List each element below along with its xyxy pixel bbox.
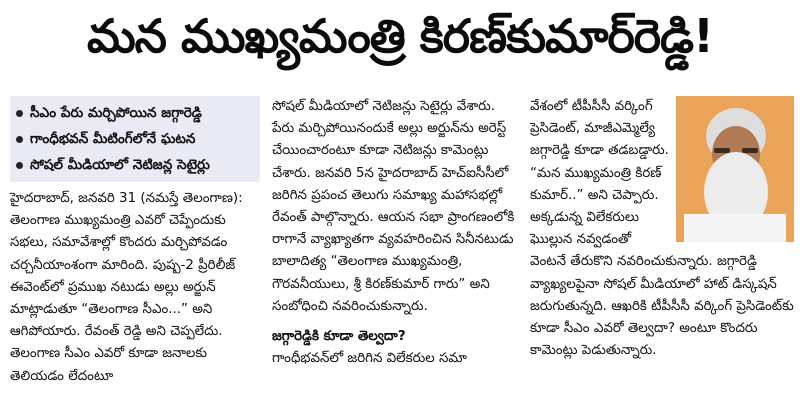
bullet-icon xyxy=(16,136,23,143)
article-paragraph: వేశంలో టీపీసీసీ వర్కింగ్ ప్రెసిడెంట్, మాజీఎమ్మెల్యే జగ్గారెడ్డి కూడా తడబడ్డారు. “మన ముఖ్యమంత్రి కిరణ్ కుమార్..” అని చెప్పారు. అక్కడున్న విలేకరులు ఘొల్లున నవ్వడంతో వెంటనే తేరుకొని నవరించుకున్నారు. జగ్గారెడ్డి వ్యాఖ్యలపైనా సోషల్ మీడియాలో హాట్ డిస్కషన్ జరుగుతున్నది. ఆఖరికి టీపీసీసీ వర్కింగ్ ప్రెసిడెంట్‌కు కూడా సీఎం ఎవరో తెల్వదా? అంటూ కొందరు కామెంట్లు పెడుతున్నారు. xyxy=(530,99,794,359)
article-column-2 xyxy=(272,96,520,370)
article-subheading: జగ్గారెడ్డికి కూడా తెల్వదా? xyxy=(272,329,406,345)
article-column-3 xyxy=(530,96,794,362)
highlight-item: గాంధీభవన్ మీటింగ్‌లోనే ఘటన xyxy=(16,126,254,152)
article-column-1 xyxy=(10,96,260,388)
bullet-icon xyxy=(16,162,23,169)
portrait-photo xyxy=(676,96,794,242)
portrait-photo-icon xyxy=(676,96,794,242)
highlight-item: సీఎం పేరు మర్చిపోయిన జగ్గారెడ్డి xyxy=(16,100,254,126)
bullet-icon xyxy=(16,110,23,117)
headline xyxy=(0,0,800,84)
article-paragraph: సోషల్ మీడియాలో నెటిజన్లు సెటైర్లు వేశారు. పేరు మర్చిపోయినందుకే అల్లు అర్జున్‌ను అరెస్ట్ చేయించారంటూ కూడా నెటిజన్లు కామెంట్లు చేశారు. జనవరి 5న హైదరాబాద్ హెచ్‌ఐసీసీలో జరిగిన ప్రపంచ తెలుగు సమాఖ్య మహాసభల్లో రేవంత్ పాల్గొన్నారు. ఆయన సభా ప్రాంగణంలోకి రాగానే వ్యాఖ్యాతగా వ్యవహరించిన సినీనటుడు బాలాదిత్య “తెలంగాణ ముఖ్యమంత్రి, గౌరవనీయులు, శ్రీ కిరణ్‌కుమార్ గారు” అని సంబోధించి నవరించుకున్నారు. xyxy=(272,99,515,314)
highlight-item: సోషల్ మీడియాలో నెటిజన్ల సెటైర్లు xyxy=(16,152,254,178)
article-paragraph: గాంధీభవన్‌లో జరిగిన విలేకరుల సమా xyxy=(272,351,467,367)
article-paragraph: హైదరాబాద్, జనవరి 31 (నమస్తే తెలంగాణ): తెలంగాణ ముఖ్యమంత్రి ఎవరో చెప్పేందుకు సభలు, సమావేశాల్లో కొందరు మర్చిపోవడం చర్చనీయాంశంగా మారింది. పుష్ప-2 ప్రీరిలీజ్ ఈవెంట్‌లో ప్రముఖ నటుడు అల్లు అర్జున్ మాట్లాడుతూ “తెలంగాణ సీఎం...” అని ఆగిపోయారు. రేవంత్ రెడ్డి అని చెప్పలేదు. తెలంగాణ సీఎం ఎవరో కూడా జనాలకు తెలియడం లేదంటూ xyxy=(10,191,243,384)
highlights-box xyxy=(10,96,260,182)
headline-text: మన ముఖ్యమంత్రి కిరణ్‌కుమార్‌రెడ్డి! xyxy=(86,9,714,63)
